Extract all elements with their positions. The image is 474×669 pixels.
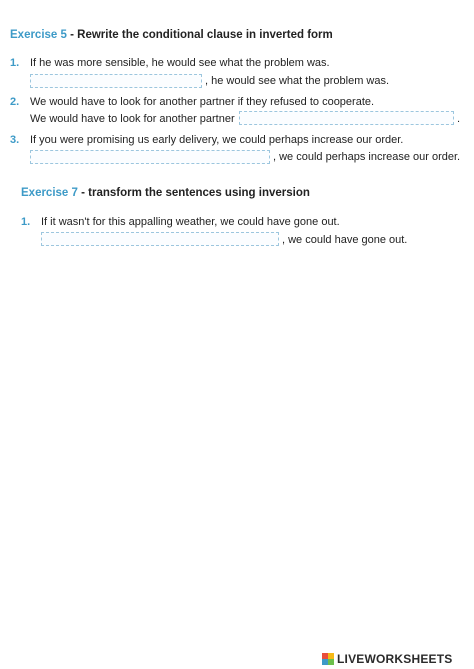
item-suffix: . xyxy=(457,113,461,125)
item-prompt: If he was more sensible, he would see what the problem was. xyxy=(30,57,330,69)
item-prompt: If you were promising us early delivery, we could perhaps increase our order. xyxy=(30,134,404,146)
exercise-5-heading xyxy=(10,29,333,41)
item-number: 3. xyxy=(10,134,20,146)
answer-input-ex5-1[interactable] xyxy=(30,74,202,88)
item-number: 1. xyxy=(21,216,31,228)
exercise-7-title: - transform the sentences using inversion xyxy=(77,187,310,199)
answer-input-ex5-3[interactable] xyxy=(30,150,270,164)
item-suffix: , we could have gone out. xyxy=(282,234,408,246)
item-suffix: , he would see what the problem was. xyxy=(205,75,390,87)
exercise-5-number: 5 xyxy=(60,29,67,41)
exercise-5-title: - Rewrite the conditional clause in inverted form xyxy=(66,29,333,41)
exercise-7-label: Exercise xyxy=(21,187,69,199)
answer-input-ex5-2[interactable] xyxy=(239,111,454,125)
item-prompt: If it wasn't for this appalling weather, we could have gone out. xyxy=(41,216,340,228)
item-prompt: We would have to look for another partner if they refused to cooperate. xyxy=(30,96,375,108)
logo-text: LIVEWORKSHEETS xyxy=(337,652,453,666)
item-number: 1. xyxy=(10,57,20,69)
exercise-5-label: Exercise xyxy=(10,29,58,41)
logo-square xyxy=(328,659,334,665)
item-prefix: We would have to look for another partner xyxy=(30,113,235,125)
logo-squares-icon xyxy=(322,653,334,665)
exercise-7-heading xyxy=(21,187,310,199)
item-number: 2. xyxy=(10,96,20,108)
exercise-7-number: 7 xyxy=(71,187,78,199)
item-suffix: , we could perhaps increase our order. xyxy=(273,151,461,163)
answer-input-ex7-1[interactable] xyxy=(41,232,279,246)
liveworksheets-logo xyxy=(322,652,452,666)
